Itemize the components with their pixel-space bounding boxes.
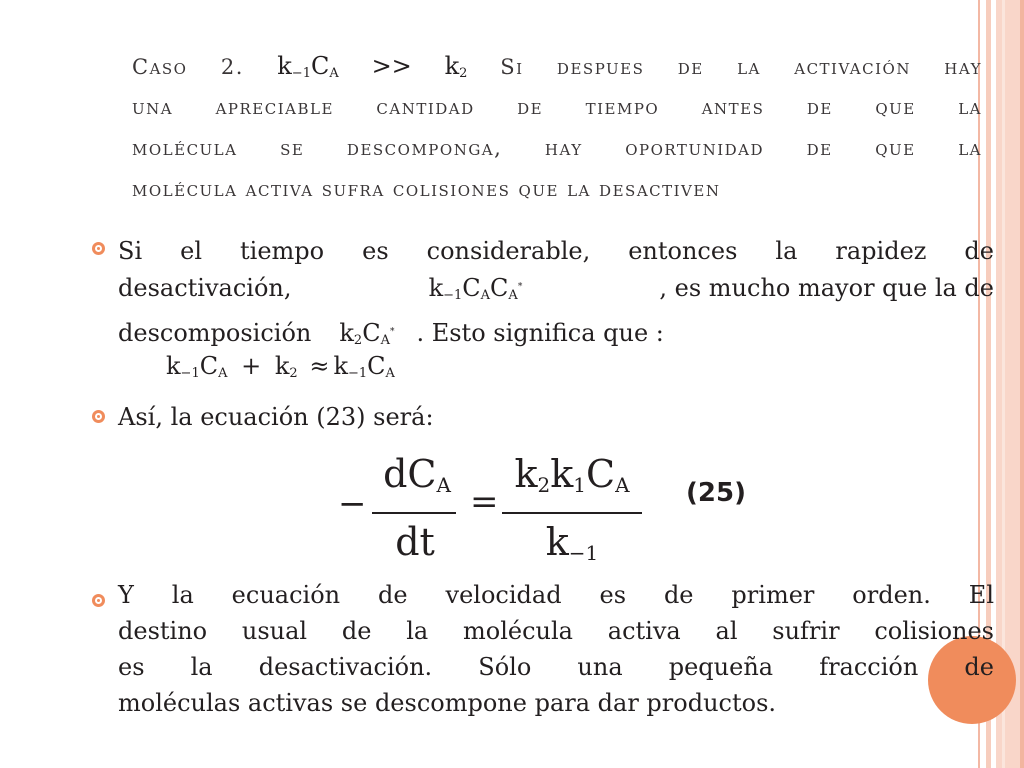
equation-denominator-left: dt bbox=[395, 520, 435, 564]
title-line-1-text: Si despues de la activación hay bbox=[500, 55, 983, 79]
bullet-icon bbox=[92, 594, 105, 607]
bullet-2-text: Así, la ecuación (23) será: bbox=[118, 403, 434, 431]
fraction-bar bbox=[372, 512, 456, 514]
equation-minus: − bbox=[338, 484, 367, 524]
approximation-equation: $k_{-1}C_A + k_2 \approx k_{-1}C_A$ bbox=[166, 352, 395, 381]
bullet-icon bbox=[92, 410, 105, 423]
bullet-3-line-2: destino usual de la molécula activa al sufrir colisiones bbox=[118, 617, 994, 645]
deactivation-rate: $k_{-1}C_AC_A^*$ bbox=[428, 274, 523, 303]
bullet-3-line-4: moléculas activas se descompone para dar productos. bbox=[118, 689, 777, 717]
bullet-1-line-2: desactivación, $k_{-1}C_AC_A^*$ , es mucho mayor que la de bbox=[118, 269, 994, 314]
equation-number: (25) bbox=[686, 478, 746, 508]
title-line-2: una apreciable cantidad de tiempo antes de que la bbox=[132, 95, 982, 119]
rate-equation-25 bbox=[330, 446, 810, 576]
title-line-3: molécula se descomponga, hay oportunidad de que la bbox=[132, 136, 982, 160]
equation-equals: = bbox=[470, 482, 499, 522]
slide-title bbox=[132, 46, 982, 210]
bullet-icon bbox=[92, 242, 105, 255]
title-inequality: $k_{-1}C_A >> k_2$ bbox=[277, 52, 468, 81]
title-line-4: molécula activa sufra colisiones que la desactiven bbox=[132, 177, 721, 201]
equation-numerator-left: $dC_A$ bbox=[383, 452, 451, 497]
bullet-3-line-1: Y la ecuación de velocidad es de primer orden. El bbox=[118, 581, 994, 609]
bullet-3-line-3: es la desactivación. Sólo una pequeña fracción de bbox=[118, 653, 994, 681]
decomposition-rate: $k_2C_A^*$ bbox=[339, 319, 395, 348]
equation-denominator-right: $k_{-1}$ bbox=[545, 520, 599, 565]
equation-numerator-right: $k_2k_1C_A$ bbox=[514, 452, 630, 497]
decorative-stripe bbox=[1020, 0, 1024, 768]
bullet-1-line-3: descomposición $k_2C_A^*$ . Esto significa que : bbox=[118, 314, 994, 359]
title-line-1 bbox=[132, 46, 982, 87]
bullet-3-text bbox=[118, 577, 994, 721]
fraction-bar bbox=[502, 512, 642, 514]
bullet-1-text bbox=[118, 233, 994, 359]
bullet-1-line-1: Si el tiempo es considerable, entonces la rapidez de bbox=[118, 237, 994, 265]
title-caso: Caso 2. bbox=[132, 55, 244, 79]
